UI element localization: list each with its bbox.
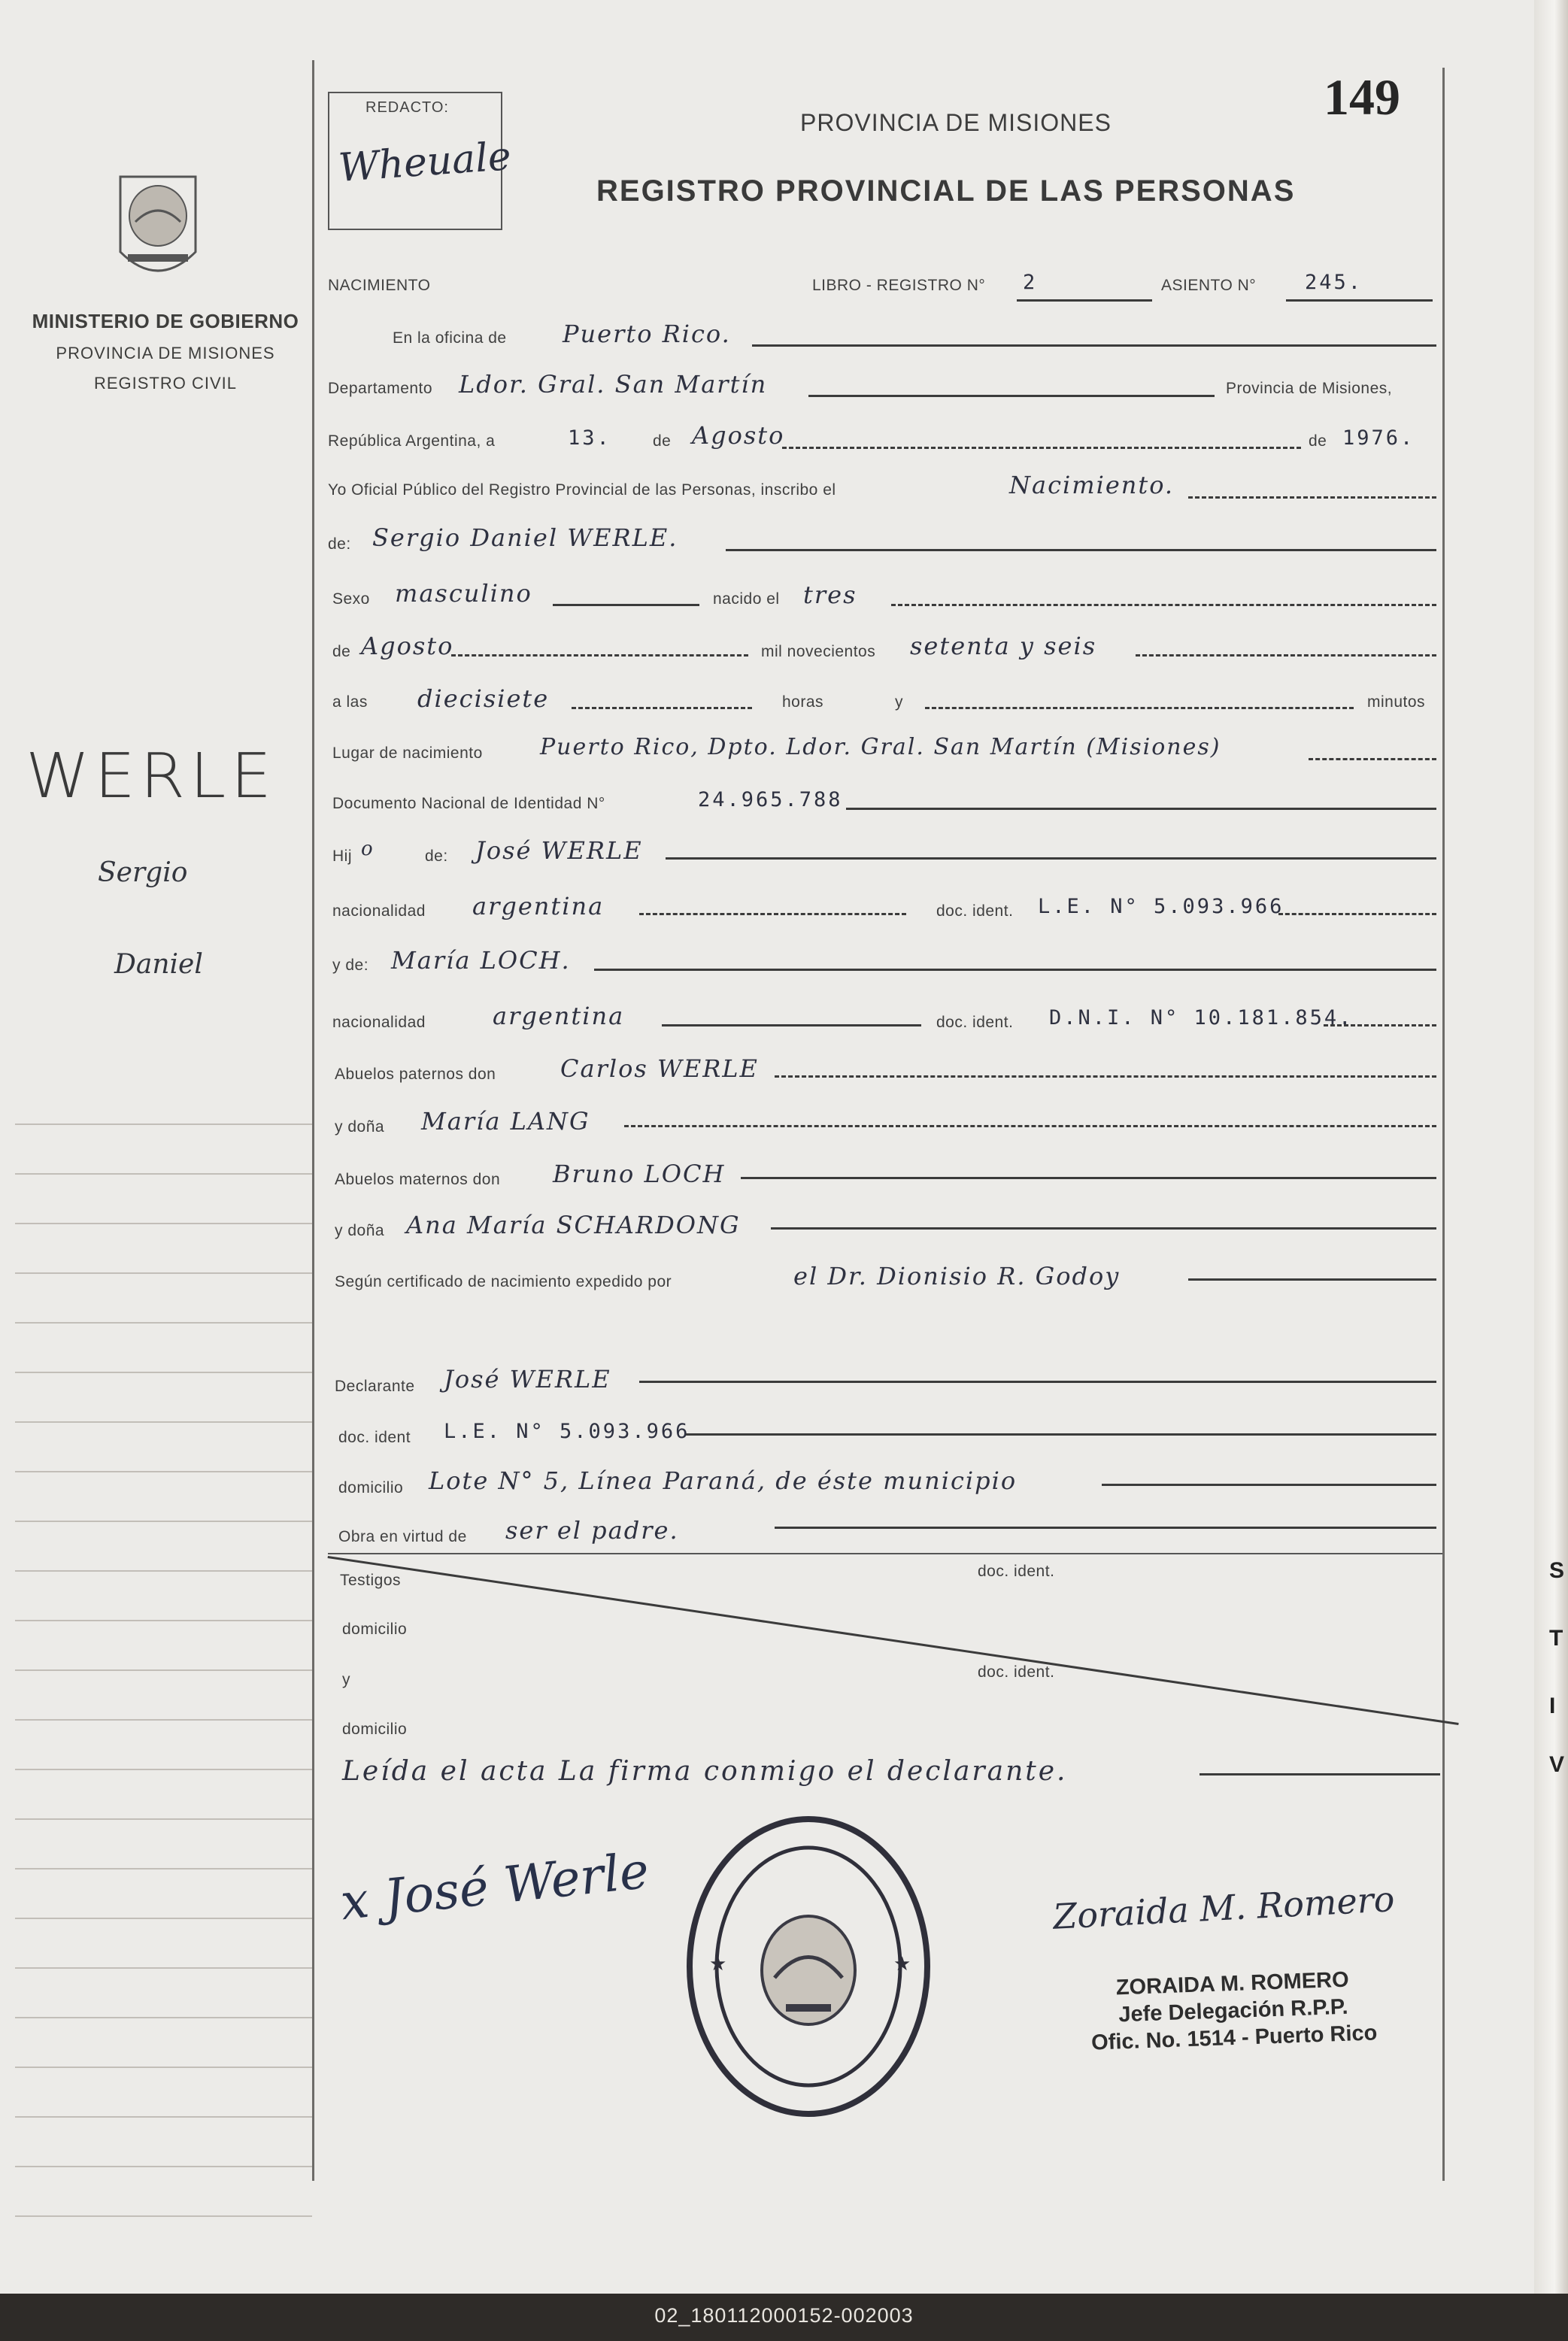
official-signature: Zoraida M. Romero	[1051, 1879, 1396, 1937]
nacido-line	[891, 604, 1436, 606]
ab-mat-label: Abuelos maternos don	[335, 1171, 501, 1188]
madre-nac-label: nacionalidad	[332, 1014, 426, 1031]
declarant-signature: x José Werle	[338, 1841, 652, 1932]
madre-doc-line	[1324, 1024, 1436, 1026]
madre-nac-line	[662, 1024, 921, 1026]
declarante-line	[639, 1381, 1436, 1383]
padre-doc-line	[1278, 913, 1436, 915]
closing-statement: Leída el acta La firma conmigo el declarante.	[342, 1756, 1068, 1787]
official-role: Jefe Delegación R.P.P.	[1118, 1994, 1349, 2027]
lugar-value: Puerto Rico, Dpto. Ldor. Gral. San Martín (Misiones)	[540, 734, 1221, 760]
registry-seal-stamp	[681, 1809, 936, 2124]
de-nombre-label: de:	[328, 535, 351, 553]
cert-line	[1188, 1278, 1436, 1281]
obra-value: ser el padre.	[505, 1516, 679, 1545]
margin-given-name-2: Daniel	[114, 949, 203, 980]
closing-line	[1200, 1773, 1440, 1775]
madre-line	[594, 969, 1436, 971]
svg-text:★: ★	[709, 1953, 727, 1976]
padre-nac-value: argentina	[472, 892, 605, 920]
y-label: y	[895, 693, 903, 711]
ab-mat-dona-label: y doña	[335, 1222, 385, 1239]
declarante-doc-value: L.E. N° 5.093.966	[444, 1420, 690, 1443]
acto-line	[1188, 496, 1436, 499]
domicilio-value: Lote N° 5, Línea Paraná, de éste municipio	[429, 1466, 1018, 1495]
testigos-dom2-label: domicilio	[342, 1721, 408, 1738]
testigos-doc-label: doc. ident.	[978, 1563, 1055, 1580]
republica-label: República Argentina, a	[328, 432, 496, 450]
padre-doc-label: doc. ident.	[936, 902, 1014, 920]
padre-nac-line	[639, 913, 906, 915]
nacimiento-label: NACIMIENTO	[328, 277, 431, 294]
anio-label: de	[1309, 432, 1327, 450]
departamento-label: Departamento	[328, 380, 433, 397]
de-padre-label: de:	[425, 848, 448, 865]
declarante-doc-line	[686, 1433, 1436, 1436]
cert-value: el Dr. Dionisio R. Godoy	[793, 1262, 1121, 1290]
obra-line	[775, 1527, 1436, 1529]
nombre-line	[726, 549, 1436, 551]
official-name: ZORAIDA M. ROMERO	[1115, 1967, 1350, 2000]
testigos-label: Testigos	[340, 1572, 402, 1589]
page-edge	[1534, 0, 1568, 2294]
declarante-doc-label: doc. ident	[338, 1429, 411, 1446]
header-province: PROVINCIA DE MISIONES	[800, 109, 1112, 136]
testigos-doc2-label: doc. ident.	[978, 1663, 1055, 1681]
dni-line	[846, 808, 1436, 810]
column-rule-right	[1442, 68, 1445, 2181]
right-fragment-1: S	[1549, 1558, 1565, 1583]
redacto-box	[328, 92, 513, 230]
asiento-line	[1286, 299, 1433, 302]
ab-mat-dona-line	[771, 1227, 1436, 1230]
de-mes-label: de	[332, 643, 351, 660]
ab-pat-dona-label: y doña	[335, 1118, 385, 1136]
madre-value: María LOCH.	[391, 946, 571, 975]
right-fragment-2: T	[1549, 1626, 1563, 1651]
libro-value: 2	[1023, 271, 1038, 294]
page-number: 149	[1324, 68, 1400, 126]
hora-value: diecisiete	[417, 684, 550, 713]
padre-nac-label: nacionalidad	[332, 902, 426, 920]
declarante-label: Declarante	[335, 1378, 415, 1395]
domicilio-line	[1102, 1484, 1436, 1486]
right-fragment-4: V	[1549, 1752, 1565, 1777]
ab-pat-label: Abuelos paternos don	[335, 1066, 496, 1083]
fecha-line	[782, 447, 1301, 449]
madre-label: y de:	[332, 957, 369, 974]
oficina-value: Puerto Rico.	[563, 320, 731, 348]
sexo-line	[553, 604, 699, 606]
hijo-suffix: o	[361, 838, 375, 860]
margin-surname: WERLE	[26, 741, 277, 812]
asiento-value: 245.	[1305, 271, 1363, 294]
ab-pat-value: Carlos WERLE	[560, 1054, 759, 1083]
official-office: Ofic. No. 1514 - Puerto Rico	[1090, 2021, 1378, 2055]
nacido-label: nacido el	[713, 590, 780, 608]
ministry-province: PROVINCIA DE MISIONES	[56, 344, 275, 362]
libro-line	[1017, 299, 1152, 302]
nombre-value: Sergio Daniel WERLE.	[372, 523, 678, 552]
hijo-label: Hij	[332, 848, 352, 865]
mes-value: Agosto	[692, 421, 785, 450]
testigos-dom-label: domicilio	[342, 1621, 408, 1638]
sexo-label: Sexo	[332, 590, 370, 608]
madre-nac-value: argentina	[493, 1002, 625, 1030]
sexo-value: masculino	[395, 579, 532, 608]
ab-mat-value: Bruno LOCH	[553, 1160, 726, 1188]
alas-label: a las	[332, 693, 368, 711]
dni-value: 24.965.788	[698, 788, 843, 811]
file-id: 02_180112000152-002003	[654, 2304, 914, 2327]
oficina-line	[752, 344, 1436, 347]
redacto-label: REDACTO:	[365, 99, 449, 116]
departamento-line	[808, 395, 1215, 397]
nacido-anio-value: setenta y seis	[910, 632, 1097, 660]
register-title: REGISTRO PROVINCIAL DE LAS PERSONAS	[596, 174, 1296, 208]
ab-mat-dona-value: Ana María SCHARDONG	[406, 1211, 741, 1239]
hora-line	[572, 707, 752, 709]
padre-doc-value: L.E. N° 5.093.966	[1038, 895, 1284, 918]
declarante-value: José WERLE	[444, 1365, 611, 1393]
margin-given-name-1: Sergio	[98, 857, 188, 888]
horas-label: horas	[782, 693, 824, 711]
nacido-mes-value: Agosto	[361, 632, 454, 660]
ab-pat-line	[775, 1075, 1436, 1078]
departamento-value: Ldor. Gral. San Martín	[459, 370, 768, 399]
testigos-y-label: y	[342, 1671, 350, 1688]
minutos-line	[925, 707, 1354, 709]
oficial-label: Yo Oficial Público del Registro Provincial de las Personas, inscribo el	[328, 481, 836, 499]
minutos-label: minutos	[1367, 693, 1426, 711]
nacido-mes-line	[451, 654, 748, 657]
dni-label: Documento Nacional de Identidad N°	[332, 795, 605, 812]
nacido-anio-line	[1136, 654, 1436, 657]
official-stamp	[1074, 1965, 1393, 2057]
lugar-line	[1309, 758, 1436, 760]
ab-mat-line	[741, 1177, 1436, 1179]
oficina-label: En la oficina de	[393, 329, 507, 347]
lugar-label: Lugar de nacimiento	[332, 744, 483, 762]
mil-label: mil novecientos	[761, 643, 876, 660]
padre-line	[666, 857, 1436, 860]
ab-pat-dona-line	[624, 1125, 1436, 1127]
ministry-block	[30, 310, 301, 393]
de-label: de	[653, 432, 672, 450]
madre-doc-value: D.N.I. N° 10.181.854.	[1049, 1006, 1354, 1029]
svg-text:★: ★	[893, 1953, 911, 1976]
cert-label: Según certificado de nacimiento expedido por	[335, 1273, 672, 1290]
domicilio-label: domicilio	[338, 1479, 404, 1496]
provincia-label: Provincia de Misiones,	[1226, 380, 1393, 397]
ministry-registry: REGISTRO CIVIL	[93, 374, 238, 393]
nacido-dia-value: tres	[803, 581, 857, 609]
right-fragment-3: I	[1549, 1694, 1556, 1718]
libro-label: LIBRO - REGISTRO N°	[812, 277, 986, 294]
column-rule-left	[312, 60, 314, 2181]
asiento-label: ASIENTO N°	[1161, 277, 1257, 294]
margin-ruled-lines	[15, 1075, 312, 2249]
redacto-signature: Wheuale	[337, 134, 513, 191]
obra-label: Obra en virtud de	[338, 1528, 467, 1545]
padre-value: José WERLE	[475, 836, 643, 865]
acto-value: Nacimiento.	[1009, 471, 1175, 499]
ministry-name: MINISTERIO DE GOBIERNO	[32, 310, 299, 332]
anio-value: 1976.	[1342, 426, 1415, 450]
madre-doc-label: doc. ident.	[936, 1014, 1014, 1031]
coat-of-arms-icon	[105, 169, 211, 290]
dia-value: 13.	[568, 426, 611, 450]
ab-pat-dona-value: María LANG	[421, 1107, 590, 1136]
